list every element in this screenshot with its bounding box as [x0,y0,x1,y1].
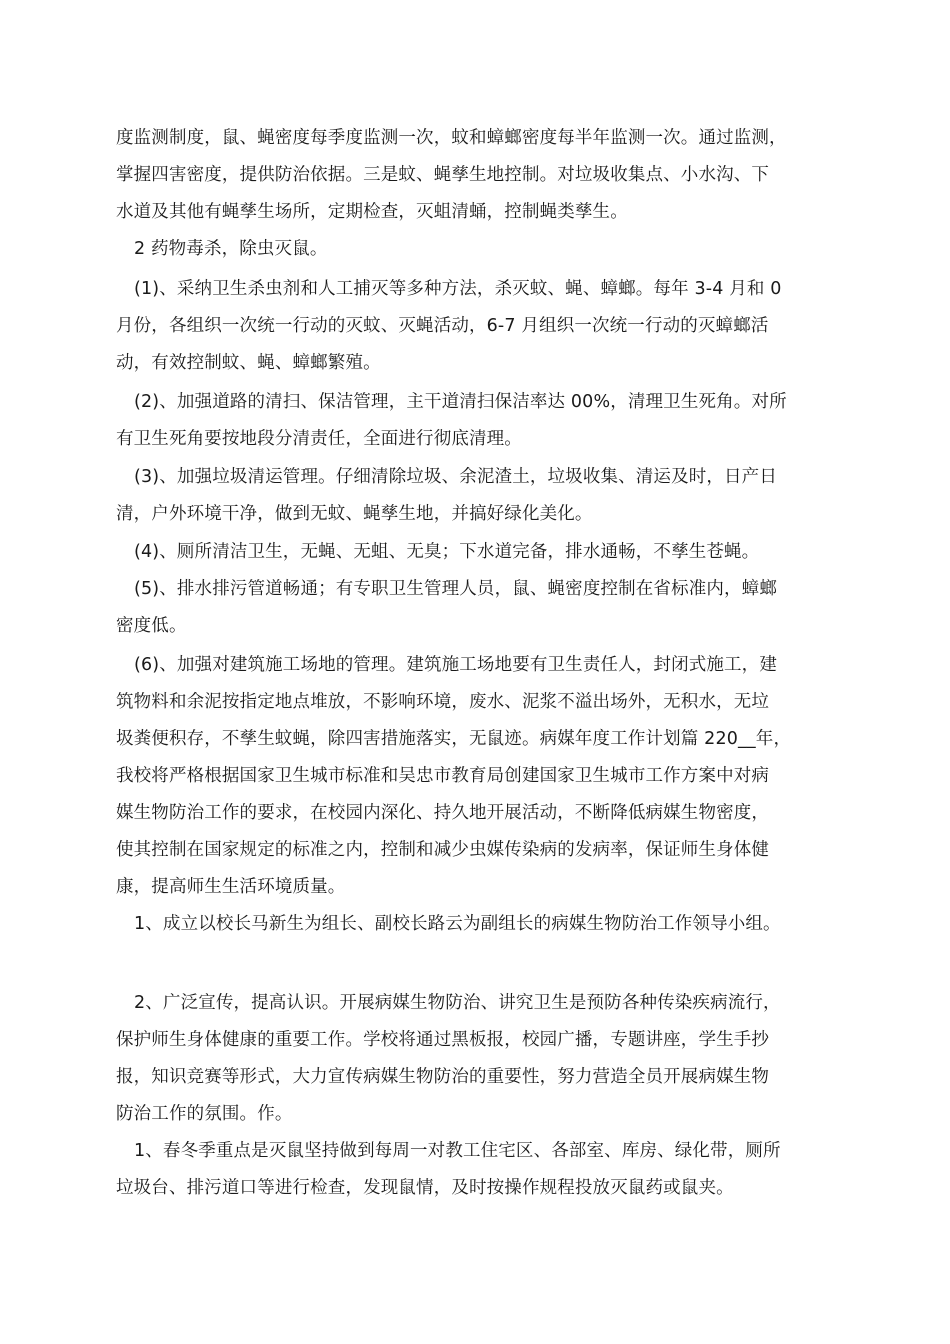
text-line: 使其控制在国家规定的标准之内，控制和减少虫媒传染病的发病率，保证师生身体健 [116,840,770,860]
text-line: (2)、加强道路的清扫、保洁管理，主干道清扫保洁率达 00%，清理卫生死角。对所 [134,392,787,412]
text-line: 2、广泛宣传，提高认识。开展病媒生物防治、讲究卫生是预防各种传染疾病流行， [134,993,781,1013]
text-line: 度监测制度，鼠、蝇密度每季度监测一次，蚊和蟑螂密度每半年监测一次。通过监测， [116,128,787,148]
text-line: 圾粪便积存，不孳生蚊蝇，除四害措施落实，无鼠迹。病媒年度工作计划篇 220__年， [116,729,792,749]
text-line: 2 药物毒杀，除虫灭鼠。 [134,239,328,259]
text-line: 我校将严格根据国家卫生城市标准和吴忠市教育局创建国家卫生城市工作方案中对病 [116,766,770,786]
text-line: (1)、采纳卫生杀虫剂和人工捕灭等多种方法，杀灭蚊、蝇、蟑螂。每年 3-4 月和 0 [134,279,782,299]
text-line: 筑物料和余泥按指定地点堆放，不影响环境，废水、泥浆不溢出场外，无积水，无垃 [116,692,770,712]
text-line: 水道及其他有蝇孳生场所，定期检查，灭蛆清蛹，控制蝇类孳生。 [116,202,628,222]
text-line: 密度低。 [116,616,187,636]
text-line: 有卫生死角要按地段分清责任，全面进行彻底清理。 [116,429,522,449]
text-line: 月份，各组织一次统一行动的灭蚊、灭蝇活动，6-7 月组织一次统一行动的灭蟑螂活 [116,316,769,336]
text-line: 清，户外环境干净，做到无蚊、蝇孳生地，并搞好绿化美化。 [116,504,593,524]
text-line: 媒生物防治工作的要求，在校园内深化、持久地开展活动，不断降低病媒生物密度， [116,803,770,823]
text-line: 掌握四害密度，提供防治依据。三是蚊、蝇孳生地控制。对垃圾收集点、小水沟、下 [116,165,770,185]
text-line: 1、春冬季重点是灭鼠坚持做到每周一对教工住宅区、各部室、库房、绿化带，厕所 [134,1141,781,1161]
text-line: (5)、排水排污管道畅通；有专职卫生管理人员，鼠、蝇密度控制在省标准内，蟑螂 [134,579,777,599]
text-line: 康，提高师生生活环境质量。 [116,877,346,897]
text-line: (3)、加强垃圾清运管理。仔细清除垃圾、余泥渣土，垃圾收集、清运及时，日产日 [134,467,777,487]
text-line: 动，有效控制蚊、蝇、蟑螂繁殖。 [116,353,381,373]
text-line: 防治工作的氛围。作。 [116,1104,293,1124]
text-line: 报，知识竞赛等形式，大力宣传病媒生物防治的重要性，努力营造全员开展病媒生物 [116,1067,770,1087]
text-line: 1、成立以校长马新生为组长、副校长路云为副组长的病媒生物防治工作领导小组。 [134,914,781,934]
text-line: 垃圾台、排污道口等进行检查，发现鼠情，及时按操作规程投放灭鼠药或鼠夹。 [116,1178,734,1198]
text-line: (6)、加强对建筑施工场地的管理。建筑施工场地要有卫生责任人，封闭式施工，建 [134,655,777,675]
text-line: (4)、厕所清洁卫生，无蝇、无蛆、无臭；下水道完备，排水通畅，不孳生苍蝇。 [134,542,760,562]
text-line: 保护师生身体健康的重要工作。学校将通过黑板报，校园广播，专题讲座，学生手抄 [116,1030,770,1050]
